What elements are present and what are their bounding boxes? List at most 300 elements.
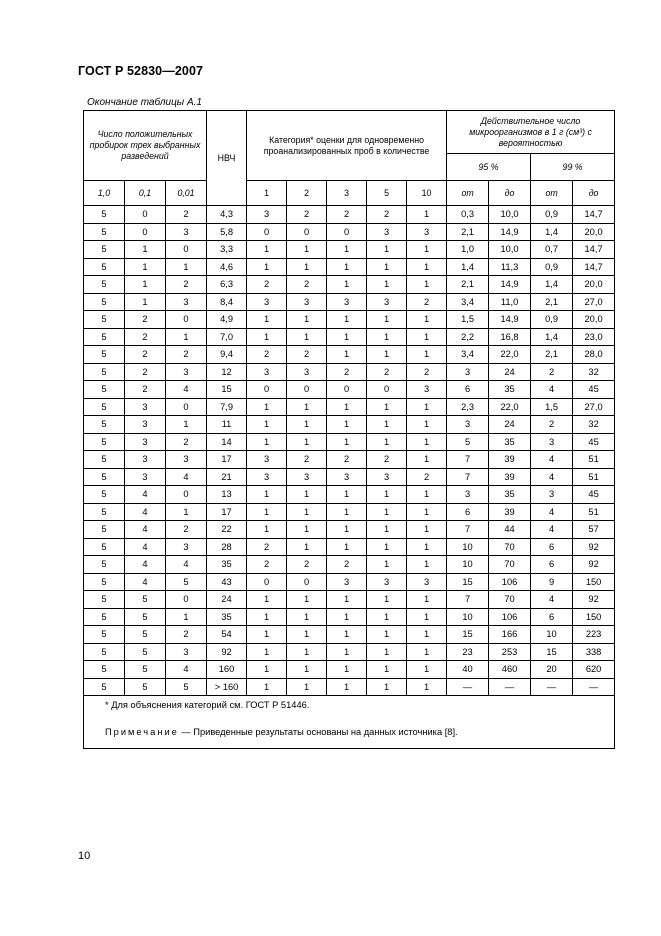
table-cell: 2 [531,363,573,381]
table-cell: 35 [207,556,247,574]
table-cell: 160 [207,661,247,679]
table-row [84,591,615,609]
table-cell: 1 [247,626,287,644]
table-cell: 5 [447,433,489,451]
table-cell: 1 [367,276,407,294]
table-cell: 5 [125,626,166,644]
table-cell: 1 [247,416,287,434]
table-cell: 2 [166,206,207,224]
table-cell: 1 [287,591,327,609]
table-cell: 2,1 [447,276,489,294]
table-cell: 3 [367,573,407,591]
table-cell: 5 [84,661,125,679]
table-cell: 2 [125,381,166,399]
table-cell: 1 [247,661,287,679]
table-cell: 1 [367,538,407,556]
table-cell: 70 [489,538,531,556]
table-cell: 5 [166,678,207,696]
table-cell: 57 [573,521,615,539]
table-cell: 3 [287,363,327,381]
table-cell: 5 [125,643,166,661]
note-label: Примечание [105,727,179,737]
table-cell: 9 [531,573,573,591]
table-row [84,643,615,661]
table-row [84,293,615,311]
table-cell: 1,4 [447,258,489,276]
header-category [247,111,447,181]
header-mpn: НВЧ [207,111,247,206]
table-cell: 2 [407,293,447,311]
table-cell: 1 [407,346,447,364]
table-cell: 1 [367,626,407,644]
table-cell: 1 [367,486,407,504]
table-cell: 3 [407,381,447,399]
table-cell: 6 [531,608,573,626]
table-cell: 3 [247,206,287,224]
table-cell: 2 [166,433,207,451]
table-cell: 3 [531,433,573,451]
table-cell: 1 [327,626,367,644]
table-cell: 5 [84,381,125,399]
table-cell: 22,0 [489,398,531,416]
table-cell: 4 [531,503,573,521]
table-cell: 4 [125,556,166,574]
table-cell: 0 [125,223,166,241]
table-cell: — [489,678,531,696]
table-cell: 45 [573,381,615,399]
table-cell: 5 [125,661,166,679]
table-cell: 4,6 [207,258,247,276]
table-cell: 51 [573,468,615,486]
table-cell: 4 [531,468,573,486]
table-cell: 4 [125,503,166,521]
table-cell: 0,7 [531,241,573,259]
table-cell: 1 [327,608,367,626]
table-cell: 1 [125,293,166,311]
table-cell: 4 [125,573,166,591]
table-cell: 7 [447,521,489,539]
table-cell: 1 [247,486,287,504]
table-cell: 6 [447,381,489,399]
table-cell: 2 [125,328,166,346]
table-cell: 3 [531,486,573,504]
table-cell: 1 [327,328,367,346]
table-cell: 106 [489,608,531,626]
table-cell: 3 [447,486,489,504]
table-cell: 1 [367,258,407,276]
table-cell: 0,9 [531,311,573,329]
table-cell: 14 [207,433,247,451]
table-cell: 3 [247,293,287,311]
table-cell: 2 [166,626,207,644]
table-cell: 1 [407,643,447,661]
table-cell: 1 [287,433,327,451]
table-cell: 5 [84,573,125,591]
table-cell: 35 [489,433,531,451]
table-cell: 1 [327,503,367,521]
table-cell: 4,9 [207,311,247,329]
table-cell: 2 [125,346,166,364]
header-sample-count: 10 [407,181,447,206]
table-row [84,363,615,381]
table-cell: 0 [166,398,207,416]
table-cell: 54 [207,626,247,644]
table-cell: 43 [207,573,247,591]
table-cell: 15 [447,626,489,644]
table-cell: 223 [573,626,615,644]
table-cell: 1 [125,241,166,259]
table-row [84,346,615,364]
table-cell: 5 [84,643,125,661]
table-cell: 21 [207,468,247,486]
table-cell: 0,9 [531,206,573,224]
table-cell: 1 [166,258,207,276]
table-cell: 2 [166,346,207,364]
table-cell: 3 [367,293,407,311]
table-cell: 0 [166,591,207,609]
table-cell: 5 [84,521,125,539]
table-note [84,716,615,749]
table-row [84,678,615,696]
table-cell: 0 [247,223,287,241]
table-cell: 4 [125,538,166,556]
table-row [84,258,615,276]
table-cell: 51 [573,451,615,469]
table-cell: 5 [84,276,125,294]
table-cell: 1,0 [447,241,489,259]
table-cell: 5 [84,346,125,364]
table-cell: 4,3 [207,206,247,224]
table-cell: 166 [489,626,531,644]
table-cell: 2 [327,556,367,574]
table-cell: 1 [287,241,327,259]
table-cell: 1 [407,311,447,329]
header-actual-count: Действительное число микроорганизмов в 1 г (см³) с вероятностью [447,111,615,154]
table-cell: 1 [327,276,367,294]
table-row [84,486,615,504]
table-cell: 7 [447,451,489,469]
table-cell: 4 [166,381,207,399]
table-cell: 5 [84,206,125,224]
table-cell: 5 [125,608,166,626]
table-cell: 1 [247,643,287,661]
table-cell: 12 [207,363,247,381]
table-cell: — [531,678,573,696]
table-cell: 11,0 [489,293,531,311]
table-footnote: * Для объяснения категорий см. ГОСТ Р 51446. [84,696,615,717]
header-p95: 95 % [447,154,531,181]
table-cell: 35 [207,608,247,626]
table-cell: 253 [489,643,531,661]
table-cell: 2 [287,276,327,294]
table-cell: 5 [84,293,125,311]
table-cell: 32 [573,363,615,381]
table-cell: 5 [84,486,125,504]
table-cell: 1 [247,503,287,521]
table-cell: > 160 [207,678,247,696]
table-cell: 0 [327,223,367,241]
table-cell: 10 [447,556,489,574]
table-cell: 0 [247,381,287,399]
table-cell: 20 [531,661,573,679]
table-cell: 39 [489,468,531,486]
table-cell: 23 [447,643,489,661]
table-cell: 2 [531,416,573,434]
table-cell: 4 [531,381,573,399]
note-text: — Приведенные результаты основаны на данных источника [8]. [178,727,458,737]
table-cell: 1 [367,556,407,574]
table-cell: 35 [489,486,531,504]
table-cell: 7 [447,591,489,609]
table-cell: 1 [287,661,327,679]
header-from: от [447,181,489,206]
table-cell: 5 [84,416,125,434]
header-to: до [573,181,615,206]
table-cell: 6,3 [207,276,247,294]
table-cell: 4 [125,521,166,539]
table-cell: 5 [84,223,125,241]
table-cell: 0 [166,486,207,504]
table-cell: 5 [84,328,125,346]
table-cell: 3,4 [447,293,489,311]
table-cell: 27,0 [573,398,615,416]
table-cell: 3 [407,573,447,591]
table-cell: 1 [327,661,367,679]
table-cell: 1 [367,311,407,329]
table-cell: 1 [327,486,367,504]
table-cell: 5 [84,241,125,259]
table-cell: 1 [247,678,287,696]
table-cell: 3 [125,468,166,486]
document-title: ГОСТ Р 52830—2007 [78,64,204,78]
table-cell: 2 [327,363,367,381]
table-cell: 2 [247,346,287,364]
table-cell: 7,0 [207,328,247,346]
table-cell: 10,0 [489,206,531,224]
table-cell: 460 [489,661,531,679]
table-cell: 3 [166,363,207,381]
table-cell: 3 [447,363,489,381]
table-cell: 92 [207,643,247,661]
table-cell: 6 [447,503,489,521]
table-cell: 1 [407,206,447,224]
table-cell: 5 [84,468,125,486]
table-cell: 3 [327,468,367,486]
table-cell: 5 [84,608,125,626]
table-cell: 1,4 [531,328,573,346]
table-cell: 24 [489,363,531,381]
table-row [84,206,615,224]
table-cell: 1 [247,311,287,329]
table-cell: 1 [287,643,327,661]
table-row [84,608,615,626]
table-cell: 45 [573,486,615,504]
table-row [84,398,615,416]
table-cell: 44 [489,521,531,539]
table-cell: 1 [166,328,207,346]
table-cell: 1 [327,591,367,609]
table-cell: 51 [573,503,615,521]
table-cell: 27,0 [573,293,615,311]
table-cell: 14,9 [489,311,531,329]
table-row [84,468,615,486]
table-cell: 3 [327,573,367,591]
table-cell: 1 [327,258,367,276]
mpn-table-container [83,110,614,749]
table-cell: 1,4 [531,276,573,294]
table-cell: 5 [84,398,125,416]
table-cell: 1 [407,538,447,556]
header-sample-count: 3 [327,181,367,206]
table-cell: 1 [327,643,367,661]
table-cell: 1 [407,241,447,259]
table-cell: 1 [407,416,447,434]
table-cell: 106 [489,573,531,591]
table-row [84,503,615,521]
table-cell: 3 [125,433,166,451]
table-cell: 1 [407,608,447,626]
table-cell: 6 [531,556,573,574]
table-cell: 1 [287,416,327,434]
table-cell: 3 [125,398,166,416]
table-row [84,416,615,434]
table-row [84,276,615,294]
table-cell: 1 [327,433,367,451]
table-cell: 1 [407,451,447,469]
table-cell: 3,4 [447,346,489,364]
table-cell: 0 [287,573,327,591]
table-row [84,573,615,591]
table-cell: 4 [531,521,573,539]
table-cell: 3 [125,451,166,469]
table-cell: 1 [407,556,447,574]
table-cell: — [573,678,615,696]
table-cell: 1 [407,626,447,644]
table-cell: 4 [166,556,207,574]
table-cell: 1 [327,678,367,696]
table-cell: 1 [247,258,287,276]
header-sample-count: 5 [367,181,407,206]
table-cell: 1,4 [531,223,573,241]
table-cell: 1 [407,503,447,521]
table-cell: 10 [447,608,489,626]
header-dilution: 0,01 [166,181,207,206]
table-cell: 1 [407,276,447,294]
table-cell: 10,0 [489,241,531,259]
table-cell: 3,3 [207,241,247,259]
table-cell: 1 [287,608,327,626]
table-cell: 2 [367,451,407,469]
table-cell: 2 [166,276,207,294]
table-row [84,223,615,241]
table-cell: 3 [166,451,207,469]
table-cell: 9,4 [207,346,247,364]
table-cell: 150 [573,608,615,626]
table-cell: 1 [287,521,327,539]
table-cell: 15 [447,573,489,591]
table-cell: 10 [531,626,573,644]
table-cell: 1 [247,591,287,609]
table-cell: 5 [84,556,125,574]
table-caption: Окончание таблицы А.1 [87,97,202,108]
table-cell: 35 [489,381,531,399]
header-p99: 99 % [531,154,615,181]
table-cell: 1 [327,311,367,329]
table-row [84,626,615,644]
table-cell: 1 [367,643,407,661]
table-cell: 3 [287,468,327,486]
header-dilution: 0,1 [125,181,166,206]
header-from: от [531,181,573,206]
table-cell: 28,0 [573,346,615,364]
table-cell: 5 [84,433,125,451]
table-cell: 2 [125,363,166,381]
table-cell: 14,9 [489,223,531,241]
header-sample-count: 1 [247,181,287,206]
table-cell: 70 [489,591,531,609]
table-cell: 1 [166,608,207,626]
table-cell: 1 [327,241,367,259]
table-cell: 0 [287,381,327,399]
table-cell: 1 [327,398,367,416]
table-cell: 0 [166,311,207,329]
header-positive-tubes: Число положительных пробирок трех выбранных разведений [84,111,207,181]
table-cell: 20,0 [573,223,615,241]
table-cell: 24 [489,416,531,434]
table-row [84,538,615,556]
table-cell: 4 [166,661,207,679]
table-cell: 92 [573,538,615,556]
table-cell: 1 [247,398,287,416]
table-cell: 1 [327,538,367,556]
table-row [84,556,615,574]
table-cell: 2,1 [531,293,573,311]
table-row [84,328,615,346]
table-cell: 5 [166,573,207,591]
table-cell: 39 [489,451,531,469]
table-cell: 620 [573,661,615,679]
header-category-text: Категория* оценки для одновременно проанализированных проб в количестве [263,134,430,156]
table-cell: 5 [84,503,125,521]
table-cell: 1 [247,608,287,626]
table-cell: 1 [367,521,407,539]
table-cell: 2 [247,276,287,294]
table-cell: 40 [447,661,489,679]
table-cell: 3 [125,416,166,434]
table-cell: 20,0 [573,311,615,329]
table-cell: 4 [531,591,573,609]
table-cell: 16,8 [489,328,531,346]
table-cell: 3 [407,223,447,241]
table-cell: 1 [367,608,407,626]
table-cell: 2 [287,346,327,364]
table-cell: 1 [407,661,447,679]
table-cell: 5 [125,591,166,609]
table-row [84,451,615,469]
header-to: до [489,181,531,206]
table-cell: 3 [367,468,407,486]
table-cell: 1 [367,661,407,679]
table-row [84,311,615,329]
table-cell: 1 [367,503,407,521]
table-cell: 3 [166,293,207,311]
table-cell: 3 [327,293,367,311]
table-cell: 0 [166,241,207,259]
table-cell: 23,0 [573,328,615,346]
table-cell: 14,7 [573,206,615,224]
table-cell: 10 [447,538,489,556]
table-cell: 2 [125,311,166,329]
